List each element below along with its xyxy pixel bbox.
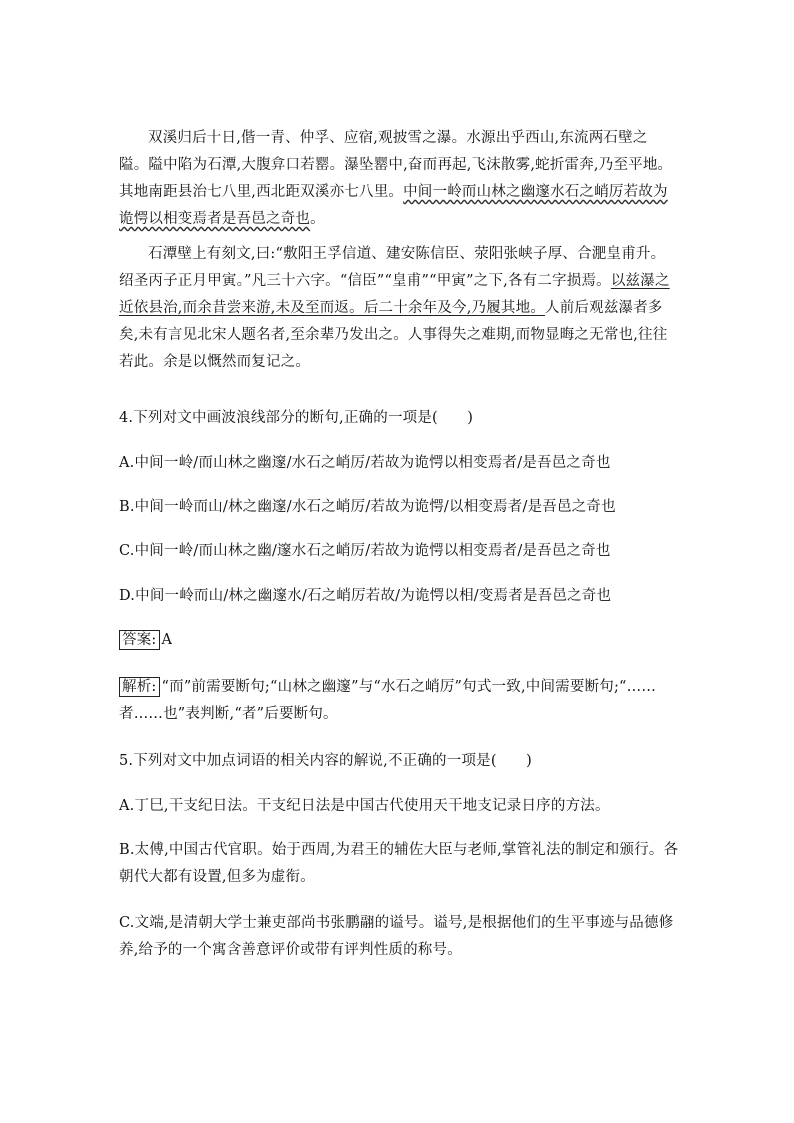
passage-p2-end: 人前后观兹瀑者多矣,未有言见北宋人题名者,至余辈乃发出之。人事得失之难期,而物显晦之无常也,往往若此。余是以慨然而复记之。 (119, 300, 668, 370)
question-5-option-c: C.文端,是清朝大学士兼吏部尚书张鹏翮的谥号。谥号,是根据他们的生平事迹与品德修养,给予的一个寓含善意评价或带有评判性质的称号。 (119, 915, 674, 958)
passage-p2-start: 石潭壁上有刻文,曰:“敷阳王孚信道、建安陈信臣、荥阳张峡子厚、合淝皇甫升。绍圣丙子正月甲寅。”凡三十六字。“信臣”“皇甫”“甲寅”之下,各有二字损焉。 (119, 246, 666, 289)
question-5-stem: 5.下列对文中加点词语的相关内容的解说,不正确的一项是( ) (119, 753, 532, 769)
question-4-option-a: A.中间一岭/而山林之幽邃/水石之峭厉/若故为诡愕以相变焉者/是吾邑之奇也 (119, 455, 611, 471)
question-4-option-d: D.中间一岭而山/林之幽邃水/石之峭厉若故/为诡愕以相/变焉者是吾邑之奇也 (119, 588, 612, 604)
question-4-answer (119, 627, 679, 654)
passage-paragraph-2 (119, 241, 675, 376)
question-4-analysis (119, 674, 679, 728)
passage-p1-end: 。 (310, 211, 325, 227)
analysis-label: 解析: (119, 677, 160, 697)
analysis-text: “而”前需要断句;“山林之幽邃”与“水石之峭厉”句式一致,中间需要断句;“……者……也”表判断,“者”后要断句。 (119, 679, 657, 722)
question-4-stem: 4.下列对文中画波浪线部分的断句,正确的一项是( ) (119, 410, 474, 426)
underlined-text: 以兹瀑之近依县治,而余昔尝来游,未及至而返。后二十余年及今,乃履其地。 (119, 273, 670, 316)
answer-value: A (161, 632, 173, 648)
passage-paragraph-1 (119, 125, 675, 233)
answer-label: 答案: (119, 630, 160, 650)
question-4-option-b: B.中间一岭而山/林之幽邃/水石之峭厉/若故为诡愕/以相变焉者/是吾邑之奇也 (119, 499, 616, 515)
question-4-option-c: C.中间一岭/而山林之幽/邃水石之峭厉/若故为诡愕以相变焉者/是吾邑之奇也 (119, 543, 611, 559)
passage-p1-start: 双溪归后十日,偕一青、仲孚、应宿,观披雪之瀑。水源出乎西山,东流两石壁之隘。隘中陷为石潭,大腹弇口若罂。瀑坠罂中,奋而再起,飞沫散雾,蛇折雷奔,乃至平地。其地南距县治七八里,西北距双溪亦七八里。 (119, 130, 673, 200)
wavy-underlined-text: 中间一岭而山林之幽邃水石之峭厉若故为诡愕以相变焉者是吾邑之奇也 (119, 184, 668, 227)
question-5-option-b: B.太傅,中国古代官职。始于西周,为君王的辅佐大臣与老师,掌管礼法的制定和颁行。各朝代大都有设置,但多为虚衔。 (119, 842, 679, 885)
question-5-option-a: A.丁巳,干支纪日法。干支纪日法是中国古代使用天干地支记录日序的方法。 (119, 798, 610, 814)
